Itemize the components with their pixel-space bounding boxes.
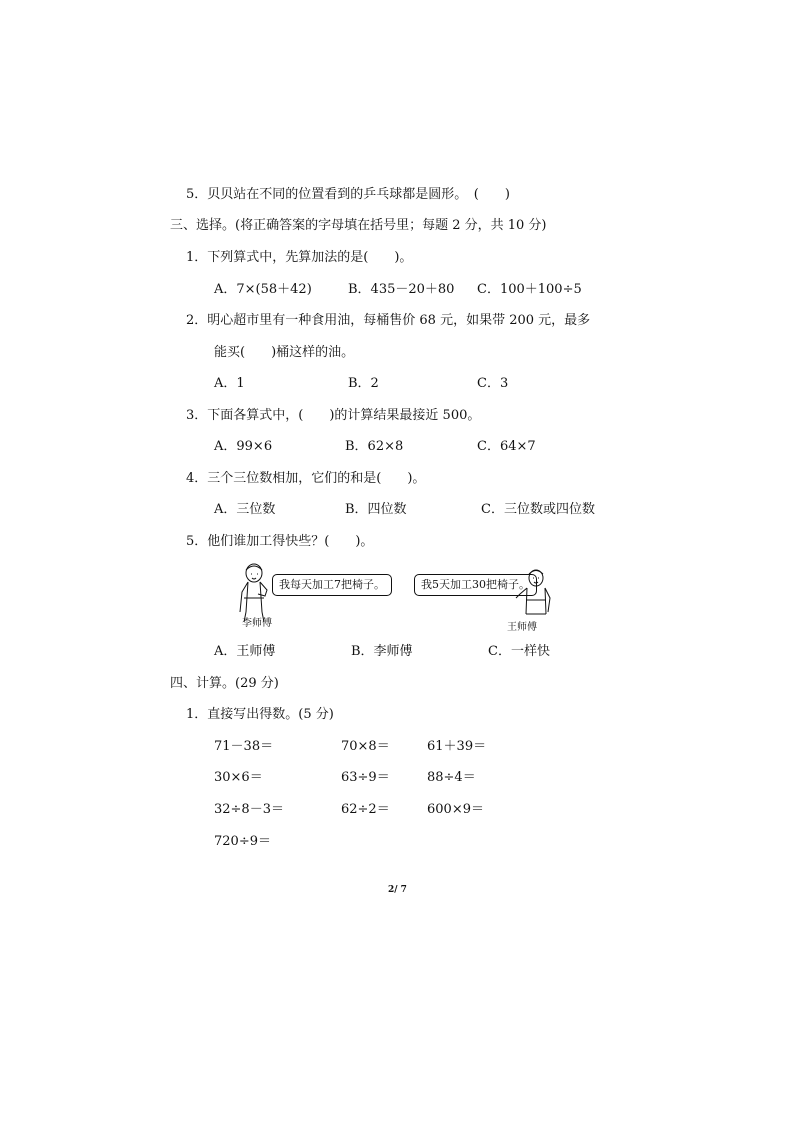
wang-speech-bubble: 我5天加工30把椅子。 — [414, 574, 537, 596]
question-1-stem: 1．下列算式中，先算加法的是( )。 — [186, 250, 413, 265]
section-3-heading: 三、选择。(将正确答案的字母填在括号里；每题 2 分，共 10 分) — [170, 218, 547, 233]
calc-item: 88÷4＝ — [427, 770, 476, 785]
question-2-option-b[interactable]: B．2 — [348, 376, 379, 391]
question-1-option-a[interactable]: A．7×(58＋42) — [214, 282, 312, 297]
question-5-option-a[interactable]: A．王师傅 — [214, 644, 276, 659]
question-3-option-a[interactable]: A．99×6 — [214, 439, 273, 454]
question-1-option-b[interactable]: B．435－20＋80 — [348, 282, 455, 297]
li-name-caption: 李师傅 — [242, 618, 272, 629]
question-2-stem-line2: 能买( )桶这样的油。 — [214, 345, 355, 360]
calc-item: 70×8＝ — [341, 739, 390, 754]
page-number: 2/ 7 — [388, 885, 407, 895]
worker-li-illustration — [234, 562, 274, 624]
calc-item: 720÷9＝ — [214, 834, 271, 849]
question-4-stem: 4．三个三位数相加，它们的和是( )。 — [186, 471, 426, 486]
calc-item: 61＋39＝ — [427, 739, 487, 754]
calc-item: 63÷9＝ — [341, 770, 390, 785]
question-1-option-c[interactable]: C．100＋100÷5 — [477, 282, 582, 297]
question-3-option-c[interactable]: C．64×7 — [477, 439, 536, 454]
question-2-stem-line1: 2．明心超市里有一种食用油，每桶售价 68 元，如果带 200 元，最多 — [186, 313, 591, 328]
question-4-option-c[interactable]: C．三位数或四位数 — [481, 502, 595, 517]
question-4-option-b[interactable]: B．四位数 — [345, 502, 407, 517]
wang-name-caption: 王师傅 — [507, 622, 537, 633]
worker-wang-illustration — [512, 568, 556, 626]
li-speech-bubble: 我每天加工7把椅子。 — [272, 574, 392, 596]
calc-item: 62÷2＝ — [341, 802, 390, 817]
question-2-option-a[interactable]: A．1 — [214, 376, 245, 391]
calc-item: 32÷8－3＝ — [214, 802, 284, 817]
question-3-stem: 3．下面各算式中，( )的计算结果最接近 500。 — [186, 408, 481, 423]
question-5-stem: 5．他们谁加工得快些？( )。 — [186, 534, 374, 549]
question-3-option-b[interactable]: B．62×8 — [345, 439, 404, 454]
judge-item-5: 5．贝贝站在不同的位置看到的乒乓球都是圆形。 ( ) — [186, 187, 510, 202]
question-4-option-a[interactable]: A．三位数 — [214, 502, 276, 517]
section-4-sub1: 1．直接写出得数。(5 分) — [186, 707, 334, 722]
section-4-heading: 四、计算。(29 分) — [170, 676, 279, 691]
calc-item: 600×9＝ — [427, 802, 484, 817]
calc-item: 71－38＝ — [214, 739, 274, 754]
question-5-option-b[interactable]: B．李师傅 — [351, 644, 413, 659]
calc-item: 30×6＝ — [214, 770, 263, 785]
question-5-option-c[interactable]: C．一样快 — [488, 644, 550, 659]
question-2-option-c[interactable]: C．3 — [477, 376, 509, 391]
